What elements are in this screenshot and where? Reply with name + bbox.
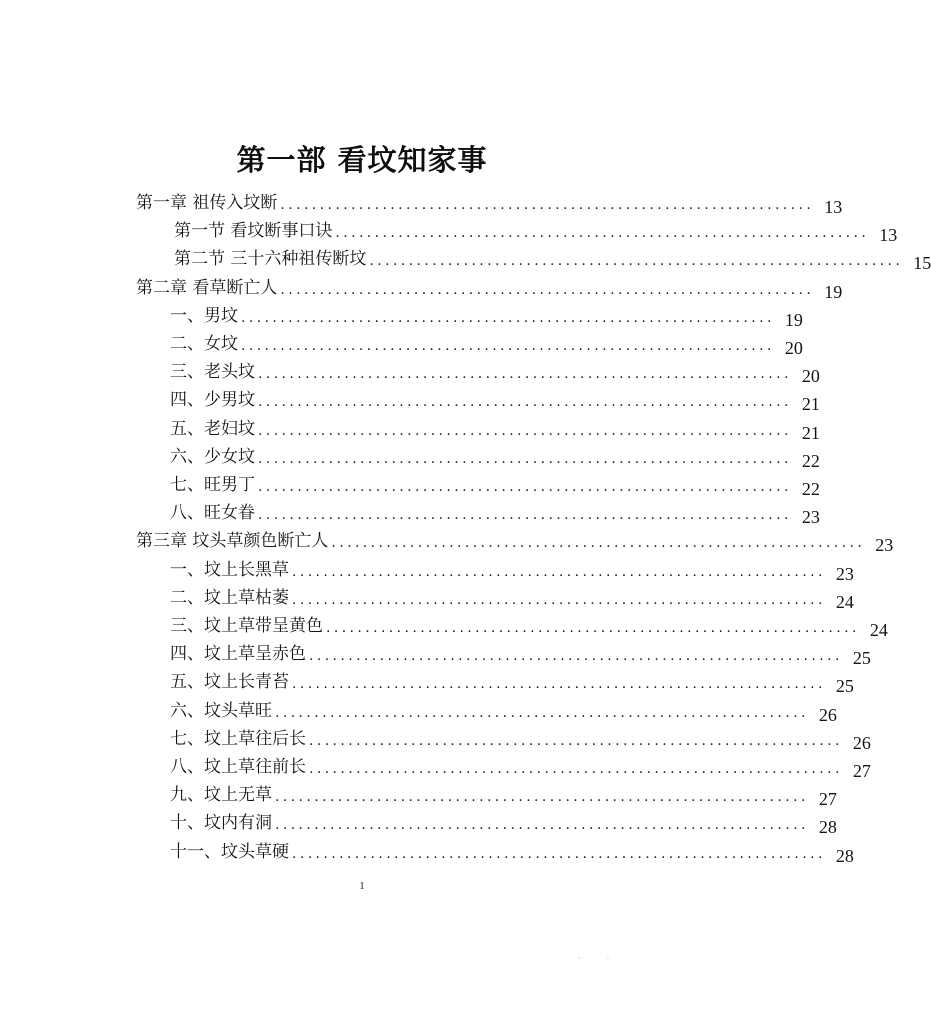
toc-entry-label: 十、坟内有洞 — [170, 813, 272, 834]
toc-entry-label: 三、坟上草带呈黄色 — [170, 616, 323, 636]
page-number: 1 — [359, 880, 365, 892]
dot-leader: .................................................................... — [258, 422, 792, 439]
toc-entry-label: 八、坟上草往前长 — [170, 757, 306, 777]
toc-entry-page: 21 — [801, 422, 820, 443]
toc-entry-page: 19 — [784, 309, 803, 330]
toc-entry-label: 四、坟上草呈赤色 — [170, 644, 306, 665]
toc-entry-label: 三、老头坟 — [170, 362, 255, 383]
toc-entry — [170, 581, 854, 612]
toc-entry-page: 24 — [869, 620, 888, 640]
toc-entry-label: 九、坟上无草 — [170, 785, 272, 806]
dot-leader: .................................................................... — [309, 648, 843, 665]
toc-entry-label: 二、女坟 — [170, 334, 238, 354]
dot-leader: .................................................................... — [258, 366, 792, 383]
toc-entry-label: 八、旺女眷 — [170, 503, 255, 524]
dot-leader: .................................................................... — [292, 845, 826, 862]
toc-entry — [174, 242, 931, 274]
dot-leader: .................................................................... — [292, 676, 826, 693]
toc-entry — [170, 722, 871, 753]
dot-leader: .................................................................... — [335, 225, 870, 242]
toc-entry-label: 七、坟上草往后长 — [170, 728, 306, 749]
toc-entry-label: 十一、坟头草硬 — [170, 841, 289, 862]
part-title: 第一部 看坟知家事 — [236, 143, 488, 177]
dot-leader: .................................................................... — [258, 507, 792, 524]
toc-entry-page: 26 — [818, 704, 837, 725]
toc-entry — [170, 355, 820, 387]
toc-entry — [136, 186, 843, 217]
toc-entry-label: 五、老妇坟 — [170, 418, 255, 439]
toc-entry-page: 27 — [818, 789, 837, 810]
toc-entry-page: 24 — [835, 591, 854, 612]
toc-entry — [170, 637, 871, 669]
dot-leader: .................................................................... — [331, 535, 866, 552]
toc-entry-label: 第二章 看草断亡人 — [136, 277, 278, 298]
dot-leader: .................................................................... — [275, 704, 809, 721]
toc-entry-label: 一、坟上长黑草 — [170, 559, 289, 580]
toc-entry-label: 七、旺男丁 — [170, 475, 255, 495]
toc-entry-label: 第三章 坟头草颜色断亡人 — [136, 531, 329, 552]
dot-leader: .................................................................... — [275, 817, 809, 834]
toc-entry — [170, 299, 803, 330]
toc-entry-label: 六、坟头草旺 — [170, 700, 272, 721]
toc-entry-page: 25 — [852, 648, 871, 669]
dot-leader: .................................................................... — [258, 394, 792, 411]
toc-entry-label: 第一章 祖传入坟断 — [136, 193, 278, 213]
toc-entry-page: 15 — [913, 253, 931, 274]
toc-entry-page: 23 — [875, 535, 894, 556]
dot-leader: .................................................................... — [309, 732, 843, 749]
toc-entry — [170, 778, 837, 810]
dot-leader: .................................................................... — [309, 761, 843, 777]
toc-entry-page: 28 — [818, 817, 837, 838]
toc-entry — [174, 214, 898, 246]
toc-entry-page: 20 — [784, 338, 803, 358]
toc-entry-label: 第二节 三十六种祖传断坟 — [174, 249, 367, 270]
toc-entry — [170, 412, 820, 443]
toc-entry-label: 二、坟上草枯萎 — [170, 587, 289, 608]
toc-entry — [170, 694, 837, 725]
toc-entry-page: 21 — [801, 394, 820, 415]
toc-entry-label: 四、少男坟 — [170, 390, 255, 411]
toc-entry — [136, 524, 894, 556]
dot-leader: .................................................................... — [241, 309, 775, 326]
toc-entry — [170, 440, 820, 471]
toc-entry — [170, 609, 888, 640]
toc-entry-label: 六、少女坟 — [170, 446, 255, 467]
toc-entry-label: 五、坟上长青苔 — [170, 672, 289, 693]
toc-entry-label: 一、男坟 — [170, 305, 238, 326]
dot-leader: .................................................................... — [241, 338, 775, 354]
dot-leader: .................................................................... — [326, 620, 860, 636]
toc-entry-page: 23 — [801, 507, 820, 528]
dot-leader: .................................................................... — [280, 197, 815, 213]
toc-entry-page: 22 — [801, 479, 820, 499]
toc-entry-page: 20 — [801, 366, 820, 387]
toc-entry — [170, 835, 854, 866]
toc-entry — [170, 665, 854, 697]
dot-leader: .................................................................... — [292, 591, 826, 608]
dot-leader: .................................................................... — [292, 563, 826, 580]
toc-entry-page: 19 — [824, 281, 843, 302]
toc-entry-page: 22 — [801, 450, 820, 471]
toc-entry — [170, 327, 803, 358]
toc-entry — [136, 271, 843, 302]
toc-entry — [170, 750, 871, 781]
scan-speck: · · — [578, 954, 622, 963]
toc-entry-page: 23 — [835, 563, 854, 584]
dot-leader: .................................................................... — [280, 281, 815, 298]
toc-entry — [170, 468, 820, 499]
toc-entry-page: 27 — [852, 761, 871, 781]
toc-entry — [170, 383, 820, 415]
toc-entry — [170, 553, 854, 584]
toc-entry — [170, 496, 820, 528]
toc-entry-page: 25 — [835, 676, 854, 697]
dot-leader: .................................................................... — [258, 479, 792, 495]
toc-entry-page: 28 — [835, 845, 854, 866]
dot-leader: .................................................................... — [258, 450, 792, 467]
toc-entry-label: 第一节 看坟断事口诀 — [174, 221, 333, 242]
dot-leader: .................................................................... — [369, 253, 904, 270]
toc-entry-page: 13 — [824, 197, 843, 217]
toc-entry-page: 13 — [879, 225, 898, 246]
toc-entry — [170, 806, 837, 838]
toc-entry-page: 26 — [852, 732, 871, 753]
dot-leader: .................................................................... — [275, 789, 809, 806]
